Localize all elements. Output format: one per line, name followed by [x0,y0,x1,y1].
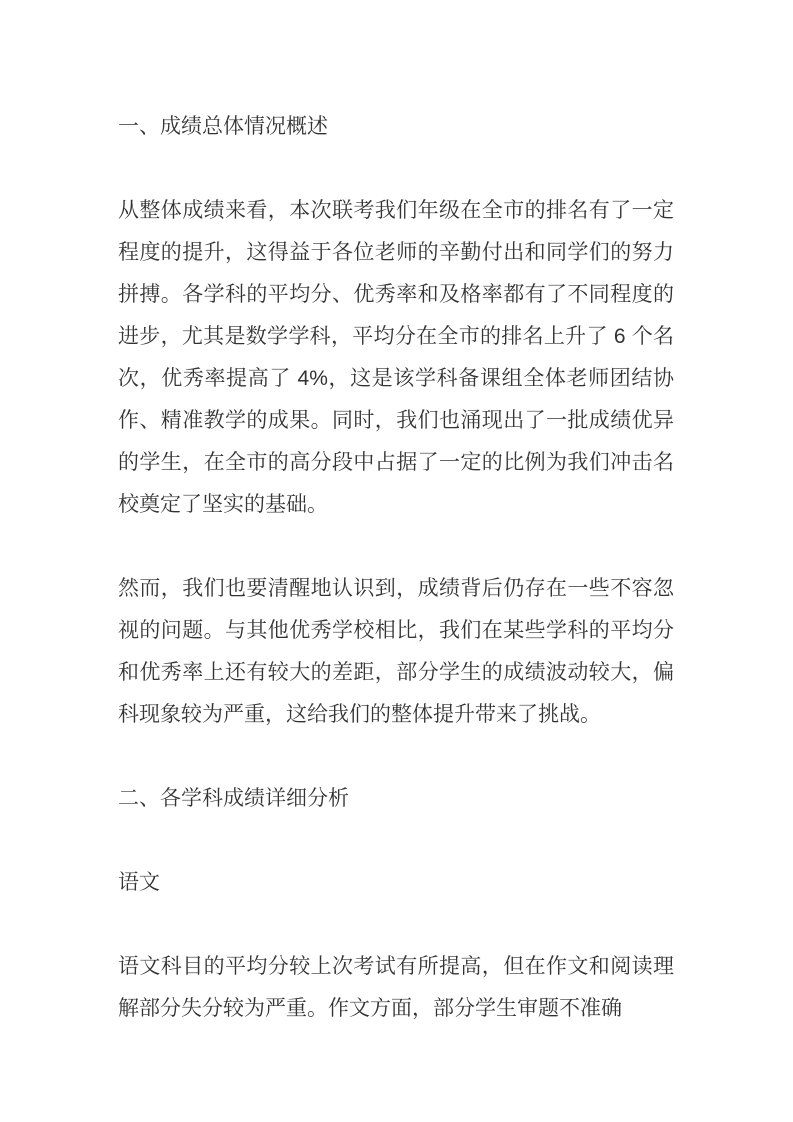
document-paragraph: 语文科目的平均分较上次考试有所提高，但在作文和阅读理解部分失分较为严重。作文方面，部分学生审题不准确 [118,955,674,1020]
document-subheading: 语文 [118,871,160,894]
document-paragraph: 然而，我们也要清醒地认识到，成绩背后仍存在一些不容忽视的问题。与其他优秀学校相比，我们在某些学科的平均分和优秀率上还有较大的差距，部分学生的成绩波动较大，偏科现象较为严重，这给我们的整体提升带来了挑战。 [118,577,674,726]
document-content [118,106,674,1030]
document-heading: 一、成绩总体情况概述 [118,115,328,138]
document-heading: 二、各学科成绩详细分析 [118,787,349,810]
document-paragraph: 从整体成绩来看，本次联考我们年级在全市的排名有了一定程度的提升，这得益于各位老师的辛勤付出和同学们的努力拼搏。各学科的平均分、优秀率和及格率都有了不同程度的进步，尤其是数学学科，平均分在全市的排名上升了 6 个名次，优秀率提高了 4%，这是该学科备课组全体老师团结协作、精准教学的成果。同时，我们也涌现出了一批成绩优异的学生，在全市的高分段中占据了一定的比例为我们冲击名校奠定了坚实的基础。 [118,199,674,516]
